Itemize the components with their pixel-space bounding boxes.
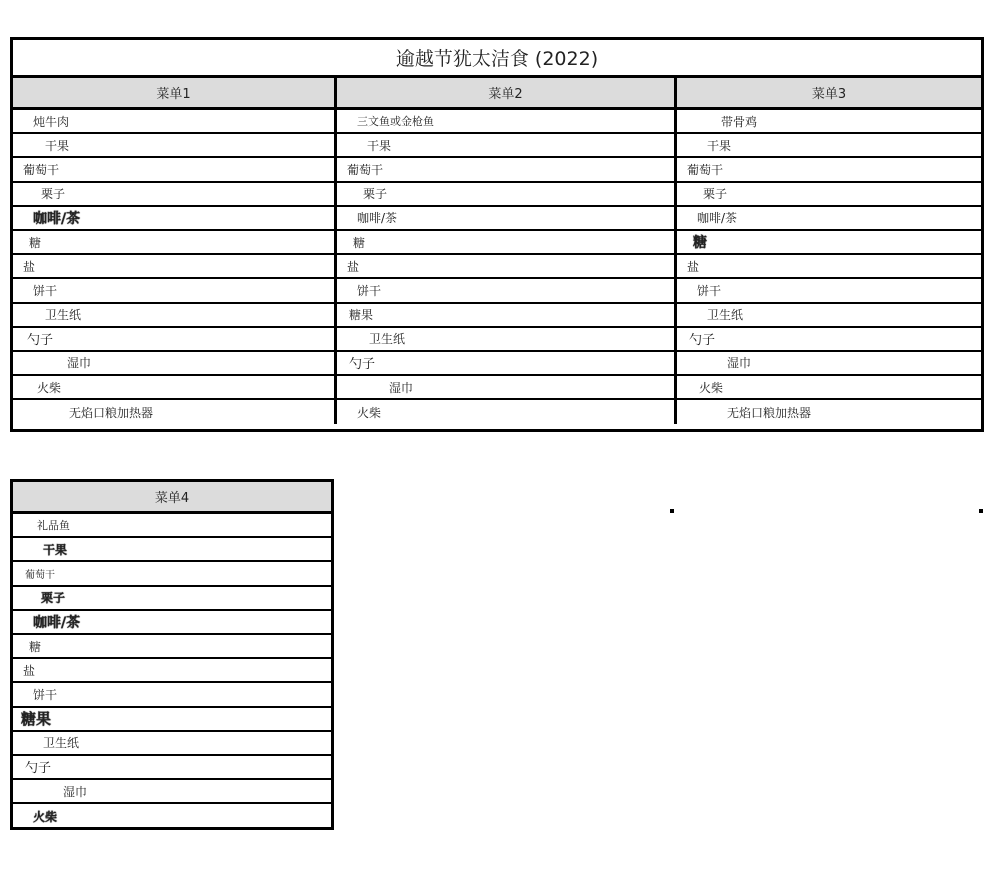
menu-item: 饼干 xyxy=(13,683,331,707)
menu-item: 无焰口粮加热器 xyxy=(69,405,154,420)
menu-item: 糖果 xyxy=(13,708,331,732)
menu-table-4 xyxy=(10,479,334,830)
menu-item: 勺子 xyxy=(677,328,981,352)
menu-item: 湿巾 xyxy=(13,780,331,804)
stray-mark xyxy=(979,509,983,513)
menu-item: 糖 xyxy=(677,231,981,255)
menu-item: 葡萄干 xyxy=(13,158,334,182)
menu-item: 糖 xyxy=(13,635,331,659)
menu-item: 卫生纸 xyxy=(13,732,331,756)
menu-1-column xyxy=(13,78,334,424)
menu-item: 干果 xyxy=(337,134,674,158)
menu-item: 湿巾 xyxy=(13,352,334,376)
menu-columns xyxy=(13,78,981,424)
menu-item: 三文鱼或金枪鱼 xyxy=(337,110,674,134)
menu-item: 火柴 xyxy=(33,809,58,824)
menu-item: 栗子 xyxy=(337,183,674,207)
menu-item: 干果 xyxy=(13,538,331,562)
menu-item: 湿巾 xyxy=(337,376,674,400)
menu-item: 炖牛肉 xyxy=(13,110,334,134)
menu-item: 干果 xyxy=(677,134,981,158)
menu-item: 糖 xyxy=(13,231,334,255)
menu-item: 无焰口粮加热器 xyxy=(727,405,812,420)
menu-item: 盐 xyxy=(13,659,331,683)
menu-item: 火柴 xyxy=(677,376,981,400)
menu-item: 咖啡/茶 xyxy=(337,207,674,231)
menu-4-column xyxy=(13,482,331,828)
menu-4-header: 菜单4 xyxy=(13,482,331,514)
menu-item: 栗子 xyxy=(677,183,981,207)
menu-2-header: 菜单2 xyxy=(337,78,674,110)
menu-item: 咖啡/茶 xyxy=(13,207,334,231)
menu-item: 卫生纸 xyxy=(13,304,334,328)
menu-item: 咖啡/茶 xyxy=(677,207,981,231)
menu-item: 糖 xyxy=(337,231,674,255)
menu-item: 干果 xyxy=(13,134,334,158)
menu-item: 盐 xyxy=(13,255,334,279)
menu-item: 带骨鸡 xyxy=(677,110,981,134)
menu-item: 糖果 xyxy=(337,304,674,328)
menu-item: 勺子 xyxy=(13,756,331,780)
menu-item: 葡萄干 xyxy=(337,158,674,182)
menu-item: 栗子 xyxy=(13,183,334,207)
menu-3-column xyxy=(674,78,981,424)
menu-item: 盐 xyxy=(677,255,981,279)
menu-item: 饼干 xyxy=(677,279,981,303)
menu-item: 葡萄干 xyxy=(13,562,331,586)
menu-item: 卫生纸 xyxy=(677,304,981,328)
menu-item: 礼品鱼 xyxy=(13,514,331,538)
menu-item: 火柴 xyxy=(13,376,334,400)
menu-1-header: 菜单1 xyxy=(13,78,334,110)
menu-item: 葡萄干 xyxy=(677,158,981,182)
menu-item: 湿巾 xyxy=(677,352,981,376)
menu-item: 饼干 xyxy=(337,279,674,303)
menu-item: 栗子 xyxy=(13,587,331,611)
menu-item: 勺子 xyxy=(337,352,674,376)
menu-item: 盐 xyxy=(337,255,674,279)
menu-item: 火柴 xyxy=(357,405,382,420)
menu-item: 勺子 xyxy=(13,328,334,352)
stray-mark xyxy=(670,509,674,513)
menu-item: 饼干 xyxy=(13,279,334,303)
menu-3-header: 菜单3 xyxy=(677,78,981,110)
table-title: 逾越节犹太洁食 (2022) xyxy=(13,40,981,78)
menu-2-column xyxy=(334,78,674,424)
menu-item: 卫生纸 xyxy=(337,328,674,352)
menu-item: 咖啡/茶 xyxy=(13,611,331,635)
menu-table-main xyxy=(10,37,984,432)
